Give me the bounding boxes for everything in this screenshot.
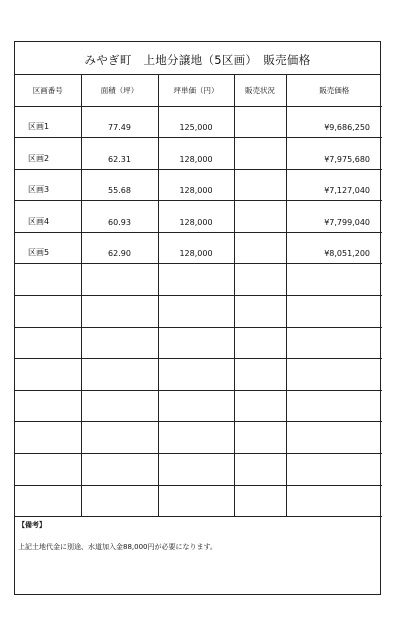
empty-cell	[286, 264, 382, 296]
section-cell: 区画3	[15, 169, 81, 201]
empty-cell	[15, 264, 81, 296]
empty-cell	[15, 327, 81, 359]
status-cell	[234, 169, 286, 201]
price-cell: ¥7,799,040	[286, 201, 382, 233]
area-cell: 60.93	[81, 201, 158, 233]
empty-cell	[81, 422, 158, 454]
empty-cell	[158, 264, 234, 296]
column-header-price: 販売価格	[286, 75, 382, 106]
page-title: みやぎ町 上地分譲地（5区画） 販売価格	[15, 42, 380, 75]
table-row	[15, 232, 382, 264]
empty-table-row	[15, 296, 382, 328]
unit-price-cell: 128,000	[158, 201, 234, 233]
notes-section	[15, 517, 380, 553]
empty-table-row	[15, 327, 382, 359]
price-cell: ¥8,051,200	[286, 232, 382, 264]
empty-cell	[286, 359, 382, 391]
empty-cell	[286, 296, 382, 328]
empty-cell	[234, 359, 286, 391]
column-header-section: 区画番号	[15, 75, 81, 106]
empty-cell	[158, 359, 234, 391]
empty-table-row	[15, 454, 382, 486]
status-cell	[234, 138, 286, 170]
empty-cell	[81, 485, 158, 517]
empty-cell	[15, 390, 81, 422]
unit-price-cell: 128,000	[158, 138, 234, 170]
price-cell: ¥9,686,250	[286, 106, 382, 138]
unit-price-cell: 128,000	[158, 232, 234, 264]
empty-table-row	[15, 390, 382, 422]
empty-cell	[158, 390, 234, 422]
table-row	[15, 106, 382, 138]
section-cell: 区画5	[15, 232, 81, 264]
empty-cell	[158, 296, 234, 328]
empty-cell	[286, 327, 382, 359]
empty-table-row	[15, 359, 382, 391]
status-cell	[234, 232, 286, 264]
empty-cell	[286, 422, 382, 454]
area-cell: 62.90	[81, 232, 158, 264]
status-cell	[234, 201, 286, 233]
empty-cell	[81, 454, 158, 486]
empty-cell	[234, 454, 286, 486]
empty-cell	[15, 485, 81, 517]
table-row	[15, 138, 382, 170]
column-header-area: 面積（坪）	[81, 75, 158, 106]
empty-cell	[81, 390, 158, 422]
empty-cell	[234, 485, 286, 517]
section-cell: 区画2	[15, 138, 81, 170]
empty-cell	[15, 454, 81, 486]
price-cell: ¥7,975,680	[286, 138, 382, 170]
empty-cell	[234, 390, 286, 422]
price-table	[15, 75, 382, 517]
price-cell: ¥7,127,040	[286, 169, 382, 201]
unit-price-cell: 128,000	[158, 169, 234, 201]
section-cell: 区画1	[15, 106, 81, 138]
empty-cell	[158, 454, 234, 486]
table-header-row	[15, 75, 382, 106]
unit-price-cell: 125,000	[158, 106, 234, 138]
table-row	[15, 169, 382, 201]
empty-cell	[234, 422, 286, 454]
empty-cell	[81, 359, 158, 391]
empty-cell	[15, 296, 81, 328]
table-row	[15, 201, 382, 233]
status-cell	[234, 106, 286, 138]
price-sheet	[14, 41, 381, 595]
column-header-status: 販売状況	[234, 75, 286, 106]
area-cell: 77.49	[81, 106, 158, 138]
empty-cell	[234, 327, 286, 359]
notes-text: 上記土地代金に別途、水道加入金88,000円が必要になります。	[18, 543, 217, 552]
area-cell: 55.68	[81, 169, 158, 201]
empty-cell	[234, 264, 286, 296]
empty-table-row	[15, 485, 382, 517]
area-cell: 62.31	[81, 138, 158, 170]
empty-cell	[286, 485, 382, 517]
empty-cell	[158, 327, 234, 359]
notes-label: 【備考】	[18, 521, 46, 530]
empty-cell	[15, 422, 81, 454]
empty-cell	[286, 390, 382, 422]
empty-cell	[81, 327, 158, 359]
empty-cell	[81, 296, 158, 328]
empty-table-row	[15, 264, 382, 296]
empty-cell	[234, 296, 286, 328]
empty-cell	[81, 264, 158, 296]
empty-cell	[286, 454, 382, 486]
empty-table-row	[15, 422, 382, 454]
empty-cell	[158, 485, 234, 517]
section-cell: 区画4	[15, 201, 81, 233]
empty-cell	[15, 359, 81, 391]
empty-cell	[158, 422, 234, 454]
column-header-unit-price: 坪単価（円）	[158, 75, 234, 106]
